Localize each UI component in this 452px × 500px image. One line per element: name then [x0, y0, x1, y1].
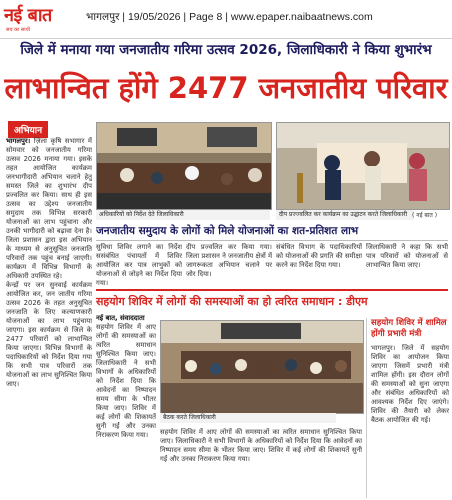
- sidebox-title: सहयोग शिविर में शामिल होंगी प्रभारी मंत्री: [371, 318, 447, 339]
- logo-tagline: सच का साथी: [6, 27, 31, 33]
- sidebox: [366, 318, 449, 498]
- masthead: [0, 0, 452, 39]
- sidebox-body: भागलपुर। जिले में सहयोग शिविर का आयोजन किया जाएगा जिसमें प्रभारी मंत्री शामिल होंगी। इस दौरान लोगों की समस्याओं को सुना जाएगा और संबंधित अधिकारियों को आवश्यक निर्देश दिए जाएंगे। शिविर की तैयारी को लेकर बैठक आयोजित की गई।: [371, 344, 449, 424]
- story2-column: [96, 314, 156, 497]
- story1-body-continued: केन्द्रों पर जन सुनवाई कार्यक्रम आयोजित कर, जन जातीय गरिमा उत्सव 2026 के तहत अनुसूचित जनजाति के लिए कल्याणकारी योजनाओं का लाभ पहुंचाया जाएगा। इस कार्यक्रम से जिले के 2477 परिवारों को लाभान्वित किया जाएगा। विभिन्न विभागों के पदाधिकारियों को निर्देश दिया गया कि सभी पात्र परिवारों तक योजनाओं का लाभ सुनिश्चित किया जाए।: [6, 281, 92, 388]
- story1-column: [6, 137, 92, 497]
- story2-body: सहयोग शिविर में आए लोगों की समस्याओं का त्वरित समाधान सुनिश्चित किया जाए। जिलाधिकारी ने सभी विभागों के अधिकारियों को निर्देश दिया कि आवेदनों का निष्पादन समय सीमा के भीतर किया जाए। शिविर में कई लोगों की शिकायतें सुनी गईं और उनका निराकरण किया गया।: [96, 323, 156, 439]
- sub1-col2: दीप प्रज्वलित कर किया गया। जिला प्रशासन ने जनजातीय क्षेत्रों में जागरूकता अभियान चलाने पर जोर दिया।: [186, 243, 272, 278]
- photo-inauguration: [276, 122, 450, 210]
- section-tag: अभियान: [8, 121, 48, 138]
- subheadline-benefits: जनजातीय समुदाय के लोगों को मिले योजनाओं का शत-प्रतिशत लाभ: [96, 225, 359, 237]
- sub1-col1: सुविधा शिविर लगाने का निर्देश ससंबंधित पंचायतों में शिविर आयोजित कर पात्र लाभुकों को योजनाओं से जोड़ने का निर्देश दिया गया।: [96, 243, 182, 287]
- page-info: भागलपुर | 19/05/2026 | Page 8 | www.epaper.naibaatnews.com: [86, 11, 373, 23]
- newspaper-logo[interactable]: नई बात: [4, 5, 52, 26]
- photo-camp-meeting: [160, 320, 364, 414]
- photo-meeting: [96, 122, 272, 210]
- sub1-col3: संबंधित विभाग के पदाधिकारियों को योजनाओं की प्रगति की समीक्षा करने का निर्देश दिया गया।: [276, 243, 362, 269]
- sub1-col4: जिलाधिकारी ने कहा कि सभी पात्र परिवारों को योजनाओं से लाभान्वित किया जाए।: [366, 243, 448, 269]
- divider: [96, 240, 448, 241]
- headline-camp: सहयोग शिविर में लोगों की समस्याओं का हो त्वरित समाधान : डीएम: [96, 295, 368, 308]
- photo-meeting-caption: अधिकारियों को निर्देश देते जिलाधिकारी: [96, 210, 270, 220]
- photo-inauguration-caption: दीप प्रज्ज्वलित कर कार्यक्रम का उद्घाटन करते जिलाधिकारी: [276, 210, 414, 220]
- story1-body: ज़िला कृषि सभागार में सोमवार को जनजातीय गरिमा उत्सव 2026 मनाया गया। इसके तहत आयोजित कार्यक्रम जनभागीदारी अभियान चलाने हेतु समस्त जिले का शुभारंभ दीप प्रज्वलित कर किया। साथ ही इस उत्सव का उद्देश्य जनजातीय समुदाय तक विभिन्न सरकारी योजनाओं का लाभ पहुंचाना और उनकी भागीदारी को बढ़ावा देना है। जिला प्रशासन द्वारा इस अभियान के माध्यम से अनुसूचित जनजाति परिवारों तक पहुंच बनाई जाएगी। कार्यक्रम में विभिन्न विभागों के अधिकारी उपस्थित रहे।: [6, 137, 92, 280]
- story2-dateline: नई बात, संवाददाता: [96, 314, 145, 322]
- story1-dateline: भागलपुर।: [6, 137, 31, 145]
- headline-main: लाभान्वित होंगे 2477 जनजातीय परिवार: [4, 71, 448, 105]
- photo-camp-caption: बैठक करते जिलाधिकारी: [160, 413, 336, 423]
- section-rule: [96, 289, 448, 291]
- story2-continued: सहयोग शिविर में आए लोगों की समस्याओं का त्वरित समाधान सुनिश्चित किया जाए। जिलाधिकारी ने सभी विभागों के अधिकारियों को निर्देश दिया कि आवेदनों का निष्पादन समय सीमा के भीतर किया जाए। शिविर में कई लोगों की शिकायतें सुनी गईं और उनका निराकरण किया गया।: [160, 428, 362, 463]
- photo-credit: ( नई बात ): [412, 212, 438, 219]
- headline-kicker: जिले में मनाया गया जनजातीय गरिमा उत्सव 2026, जिलाधिकारी ने किया शुभारंभ: [20, 42, 432, 58]
